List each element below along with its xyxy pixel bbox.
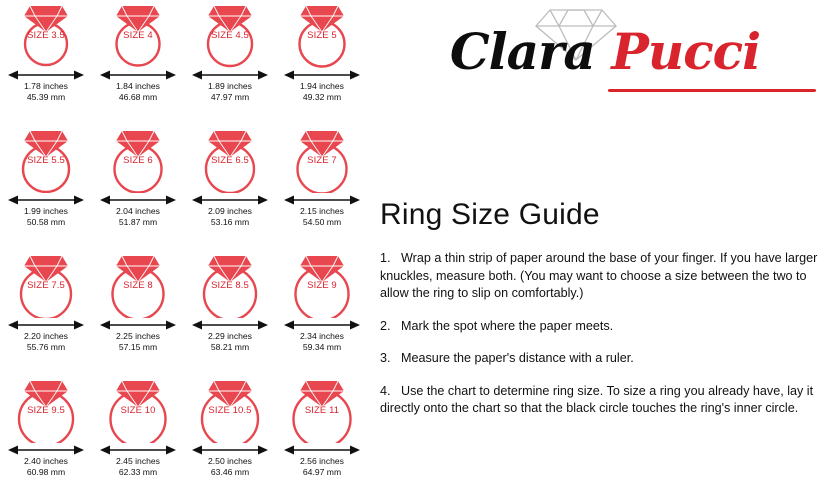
step-text: Use the chart to determine ring size. To size a ring you already have, lay it directly onto the chart so that the black circle touches the ring's inner circle. <box>380 383 814 415</box>
ring-size-cell <box>184 125 276 250</box>
step-text: Measure the paper's distance with a ruler. <box>401 351 634 365</box>
ring-size-label: SIZE 8.5 <box>211 280 249 291</box>
ring-size-inches: 2.56 inches <box>300 456 344 466</box>
ring-size-inches: 2.50 inches <box>208 456 252 466</box>
double-arrow-icon <box>276 441 368 455</box>
ring-size-chart <box>0 0 368 501</box>
instruction-step <box>380 318 832 336</box>
ring-size-inches: 2.40 inches <box>24 456 68 466</box>
double-arrow-icon <box>0 441 92 455</box>
ring-size-cell <box>184 0 276 125</box>
ring-size-inches: 1.84 inches <box>116 81 160 91</box>
ring-size-inches: 2.34 inches <box>300 331 344 341</box>
ring-size-cell <box>92 125 184 250</box>
ring-size-inches: 2.09 inches <box>208 206 252 216</box>
ring-size-inches: 1.78 inches <box>24 81 68 91</box>
ring-size-inches: 1.99 inches <box>24 206 68 216</box>
ring-size-inches: 2.04 inches <box>116 206 160 216</box>
ring-size-label: SIZE 7 <box>307 155 337 166</box>
ring-size-cell <box>184 250 276 375</box>
brand-name <box>380 22 830 81</box>
ring-size-label: SIZE 5 <box>307 30 337 41</box>
ring-size-label: SIZE 10.5 <box>208 405 252 416</box>
ring-size-cell <box>0 250 92 375</box>
step-number: 2. <box>380 318 391 333</box>
instruction-list <box>380 250 832 433</box>
ring-size-cell <box>276 125 368 250</box>
ring-size-mm: 54.50 mm <box>302 217 342 227</box>
ring-size-mm: 47.97 mm <box>210 92 250 102</box>
ring-size-cell <box>276 375 368 500</box>
ring-size-label: SIZE 11 <box>304 405 340 416</box>
ring-size-mm: 60.98 mm <box>26 467 66 477</box>
ring-size-mm: 50.58 mm <box>26 217 66 227</box>
double-arrow-icon <box>92 66 184 80</box>
ring-size-cell <box>92 250 184 375</box>
ring-size-mm: 58.21 mm <box>210 342 250 352</box>
ring-size-inches: 2.25 inches <box>116 331 160 341</box>
double-arrow-icon <box>0 66 92 80</box>
double-arrow-icon <box>92 441 184 455</box>
step-number: 3. <box>380 351 391 365</box>
ring-size-mm: 62.33 mm <box>118 467 158 477</box>
double-arrow-icon <box>276 191 368 205</box>
step-text: Wrap a thin strip of paper around the base of your finger. If you have larger knuckles, measure both. (You may want to choose a size between the two to allow the ring to slip on comfortably.) <box>380 251 818 300</box>
ring-size-label: SIZE 4.5 <box>211 30 249 41</box>
page-title: Ring Size Guide <box>380 198 600 231</box>
ring-size-mm: 49.32 mm <box>302 92 342 102</box>
ring-size-label: SIZE 10 <box>120 405 156 416</box>
ring-size-inches: 2.29 inches <box>208 331 252 341</box>
ring-size-label: SIZE 9 <box>307 280 337 291</box>
ring-size-mm: 55.76 mm <box>26 342 66 352</box>
ring-size-inches: 2.15 inches <box>300 206 344 216</box>
double-arrow-icon <box>276 316 368 330</box>
ring-size-mm: 59.34 mm <box>302 342 342 352</box>
double-arrow-icon <box>184 441 276 455</box>
ring-size-mm: 53.16 mm <box>210 217 250 227</box>
ring-size-mm: 51.87 mm <box>118 217 158 227</box>
ring-size-mm: 45.39 mm <box>26 92 66 102</box>
brand-underline <box>608 89 816 92</box>
ring-size-inches: 1.94 inches <box>300 81 344 91</box>
ring-size-label: SIZE 9.5 <box>27 405 65 416</box>
double-arrow-icon <box>184 191 276 205</box>
double-arrow-icon <box>184 316 276 330</box>
ring-size-cell <box>276 0 368 125</box>
ring-size-inches: 1.89 inches <box>208 81 252 91</box>
ring-size-cell <box>92 375 184 500</box>
ring-size-cell <box>0 125 92 250</box>
ring-size-label: SIZE 3.5 <box>27 30 65 41</box>
brand-logo <box>380 4 830 104</box>
ring-size-cell <box>184 375 276 500</box>
double-arrow-icon <box>0 316 92 330</box>
ring-size-mm: 63.46 mm <box>210 467 250 477</box>
ring-size-cell <box>0 375 92 500</box>
ring-size-mm: 46.68 mm <box>118 92 158 102</box>
ring-size-label: SIZE 4 <box>123 30 153 41</box>
ring-size-cell <box>276 250 368 375</box>
step-number: 4. <box>380 383 391 398</box>
ring-size-label: SIZE 6 <box>123 155 153 166</box>
ring-size-mm: 57.15 mm <box>118 342 158 352</box>
guide-panel <box>372 0 839 501</box>
instruction-step <box>380 350 832 368</box>
ring-size-cell <box>0 0 92 125</box>
ring-size-inches: 2.20 inches <box>24 331 68 341</box>
ring-size-inches: 2.45 inches <box>116 456 160 466</box>
double-arrow-icon <box>276 66 368 80</box>
ring-size-mm: 64.97 mm <box>302 467 342 477</box>
ring-size-cell <box>92 0 184 125</box>
double-arrow-icon <box>92 191 184 205</box>
double-arrow-icon <box>0 191 92 205</box>
instruction-step <box>380 383 832 418</box>
instruction-step <box>380 250 832 303</box>
step-number: 1. <box>380 251 391 265</box>
ring-size-label: SIZE 6.5 <box>211 155 249 166</box>
brand-name-last: Pucci <box>611 22 761 81</box>
ring-size-label: SIZE 5.5 <box>27 155 65 166</box>
ring-size-label: SIZE 8 <box>123 280 153 291</box>
ring-size-label: SIZE 7.5 <box>27 280 65 291</box>
brand-name-first: Clara <box>449 22 595 81</box>
double-arrow-icon <box>92 316 184 330</box>
double-arrow-icon <box>184 66 276 80</box>
step-text: Mark the spot where the paper meets. <box>401 318 614 333</box>
